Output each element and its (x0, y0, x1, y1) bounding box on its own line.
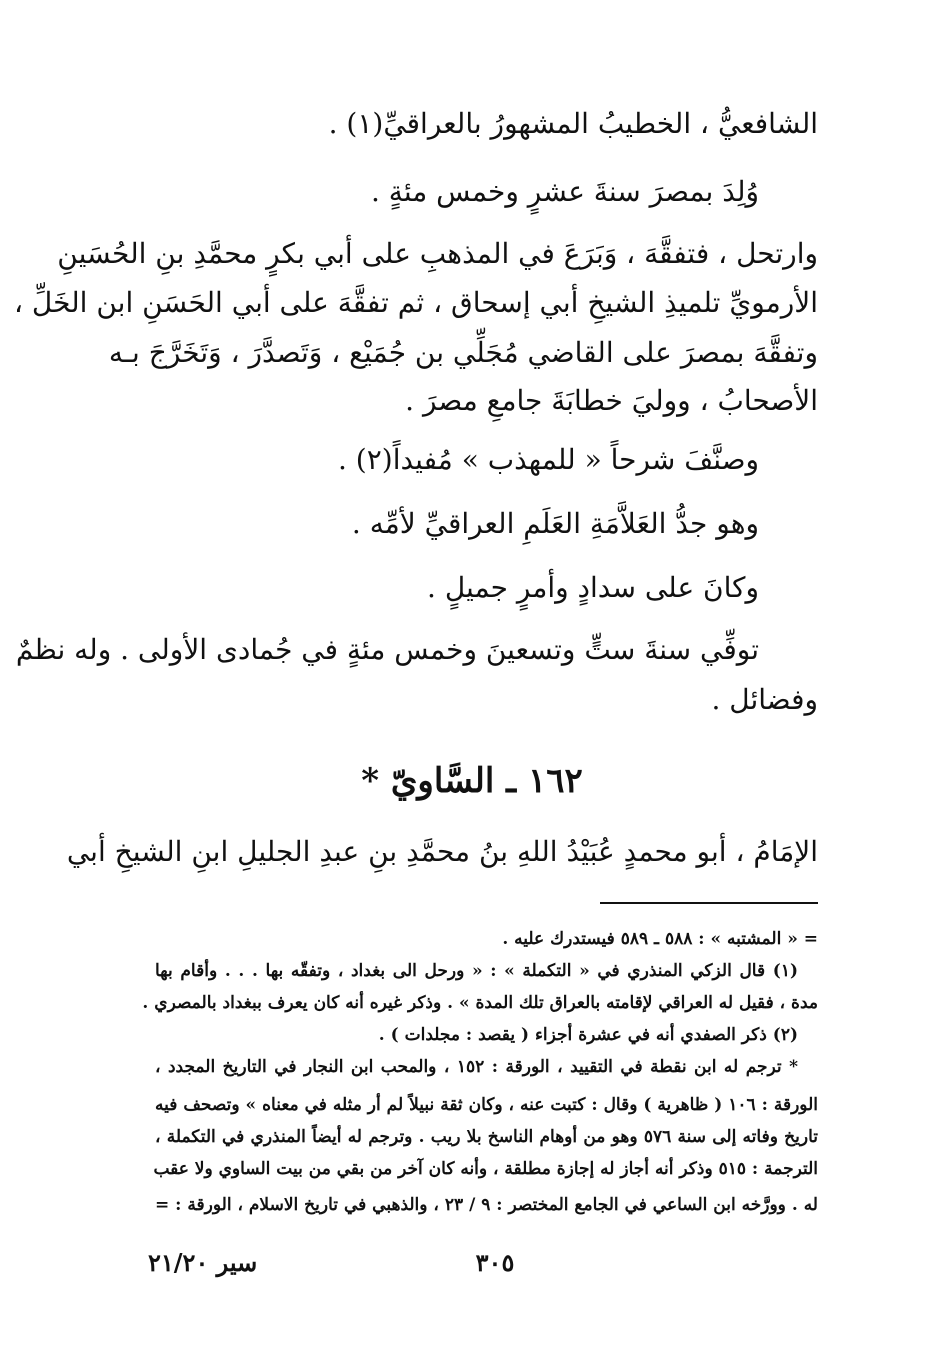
body-line-11: وفضائل . (711, 683, 818, 716)
body-line-7: وصنَّفَ شرحاً « للمهذب » مُفيداً(٢) . (338, 443, 759, 476)
footnote-2: (٢) ذكر الصفدي أنه في عشرة أجزاء ( يقصد : مجلدات ) . (378, 1025, 798, 1045)
entry-first-line: الإمَامُ ، أبو محمدٍ عُبَيْدُ اللهِ بنُ محمَّدِ بنِ عبدِ الجليلِ ابنِ الشيخِ أبي (66, 835, 818, 868)
body-line-4: الأرمويِّ تلميذِ الشيخِ أبي إسحاق ، ثم تفقَّهَ على أبي الحَسَنِ ابن الخَلِّ ، (13, 286, 818, 319)
body-line-3: وارتحل ، فتفقَّهَ ، وَبَرَعَ في المذهبِ على أبي بكرٍ محمَّدِ بنِ الحُسَينِ (57, 237, 818, 270)
body-line-5: وتفقَّهَ بمصرَ على القاضي مُجَلِّي بن جُمَيْع ، وَتَصدَّرَ ، وَتَخَرَّجَ بـه (108, 336, 818, 369)
body-line-10: توفِّي سنةَ ستٍّ وتسعينَ وخمس مئةٍ في جُمادى الأولى . وله نظمٌ (15, 633, 759, 666)
footnote-continuation: = « المشتبه » : ٥٨٨ ـ ٥٨٩ فيستدرك عليه . (502, 929, 818, 949)
footnote-star-line-3: تاريخ وفاته إلى سنة ٥٧٦ وهو من أوهام الناسخ بلا ريب . وترجم له أيضاً المنذري في التكملة ، (155, 1127, 818, 1147)
body-line-8: وهو جدُّ العَلاَّمَةِ العَلَمِ العراقيِّ لأمِّه . (351, 507, 759, 540)
footnote-1-line-2: مدة ، فقيل له العراقي لإقامته بالعراق تلك المدة » . وذكر غيره أنه كان يعرف ببغداد بالمصري . (142, 993, 818, 1013)
footnote-1-line-1: (١) قال الزكي المنذري في « التكملة » : « ورحل الى بغداد ، وتفقّه بها . . . وأقام بها (155, 961, 798, 981)
footnote-divider (600, 902, 818, 904)
footnote-star-line-2: الورقة : ١٠٦ ( ظاهرية ) وقال : كتبت عنه ، وكان ثقة نبيلاً لم أر مثله في معناه » وتصحف فيه (155, 1095, 818, 1115)
entry-heading: ١٦٢ ـ السَّاويّ * (361, 761, 583, 801)
body-line-6: الأصحابُ ، ووليَ خطابَةَ جامعِ مصرَ . (405, 384, 818, 417)
body-line-9: وكانَ على سدادٍ وأمرٍ جميلٍ . (427, 571, 759, 604)
footnote-star-line-4: الترجمة : ٥١٥ وذكر أنه أجاز له إجازة مطلقة ، وأنه كان آخر من بقي من بيت الساوي ولا عقب (153, 1159, 818, 1179)
body-line-1: الشافعيُّ ، الخطيبُ المشهورُ بالعراقيِّ(١) . (328, 107, 818, 140)
signature-mark: سير ٢١/٢٠ (148, 1248, 258, 1277)
footnote-star-line-1: * ترجم له ابن نقطة في التقييد ، الورقة : ١٥٢ ، والمحب ابن النجار في التاريخ المجدد ، (155, 1057, 798, 1077)
body-line-2: وُلِدَ بمصرَ سنةَ عشرٍ وخمس مئةٍ . (371, 175, 759, 208)
footnote-star-line-5: له . وورَّخه ابن الساعي في الجامع المختصر : ٩ / ٢٣ ، والذهبي في تاريخ الاسلام ، الورقة : = (155, 1195, 818, 1215)
page-number: ٣٠٥ (475, 1248, 515, 1277)
